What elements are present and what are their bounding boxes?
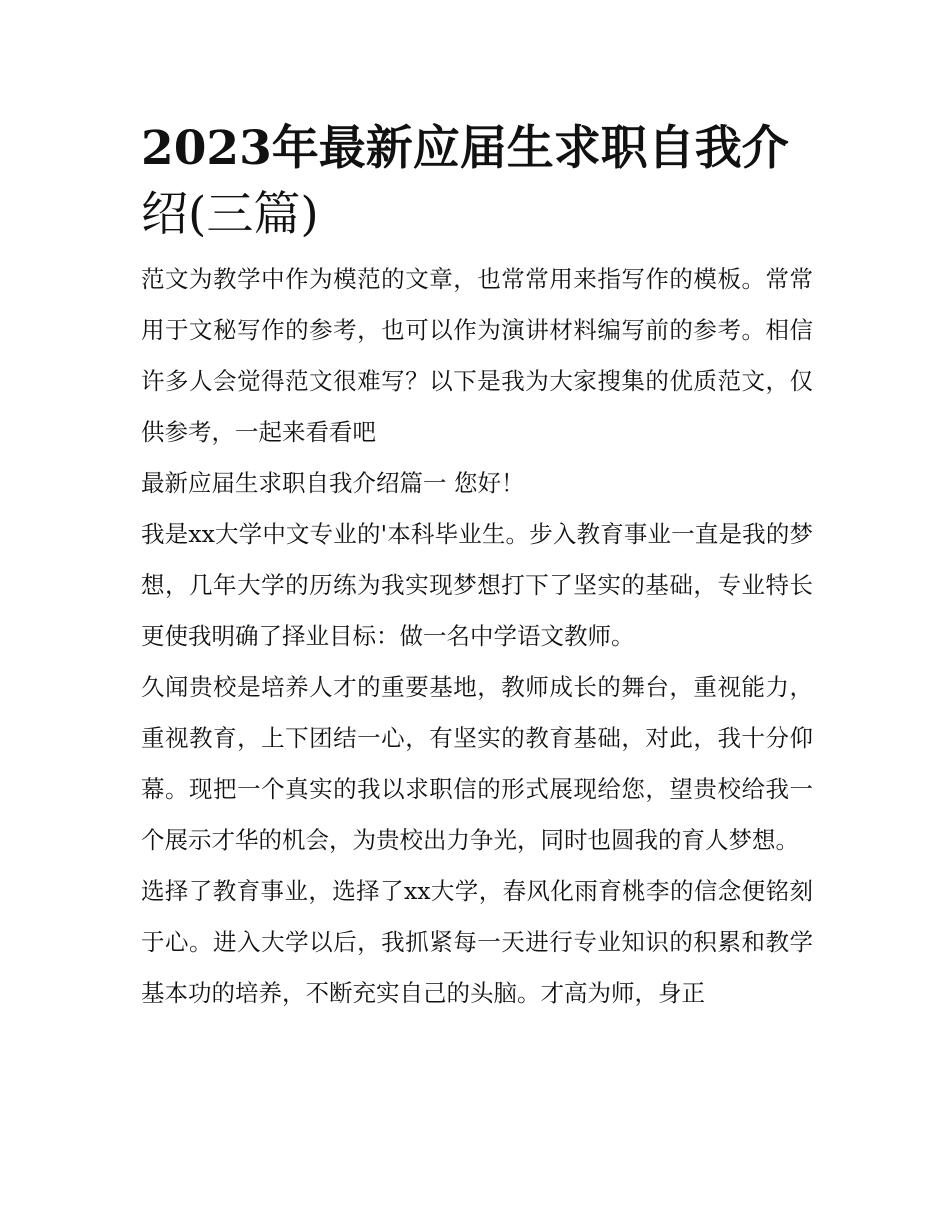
body-paragraph: 我是xx大学中文专业的'本科毕业生。步入教育事业一直是我的梦想，几年大学的历练为我实现梦想打下了坚实的基础，专业特长更使我明确了择业目标：做一名中学语文教师。 (141, 520, 813, 650)
title-line-1: 2023年最新应届生求职自我介 (141, 121, 789, 176)
intro-paragraph: 范文为教学中作为模范的文章，也常常用来指写作的模板。常常用于文秘写作的参考，也可以作为演讲材料编写前的参考。相信许多人会觉得范文很难写？以下是我为大家搜集的优质范文，仅供参考，一起来看看吧 (141, 265, 813, 446)
section-heading: 最新应届生求职自我介绍篇一 您好！ (141, 469, 525, 497)
title-line-2: 绍(三篇) (141, 187, 319, 242)
body-paragraph: 久闻贵校是培养人才的重要基地，教师成长的舞台，重视能力，重视教育，上下团结一心，有坚实的教育基础，对此，我十分仰幕。现把一个真实的我以求职信的形式展现给您，望贵校给我一个展示才华的机会，为贵校出力争光，同时也圆我的育人梦想。 (141, 673, 813, 854)
document-title (141, 116, 813, 248)
document-body (141, 116, 813, 1019)
body-paragraph: 选择了教育事业，选择了xx大学，春风化雨育桃李的信念便铭刻于心。进入大学以后，我抓紧每一天进行专业知识的积累和教学基本功的培养，不断充实自己的头脑。才高为师，身正 (141, 877, 813, 1007)
